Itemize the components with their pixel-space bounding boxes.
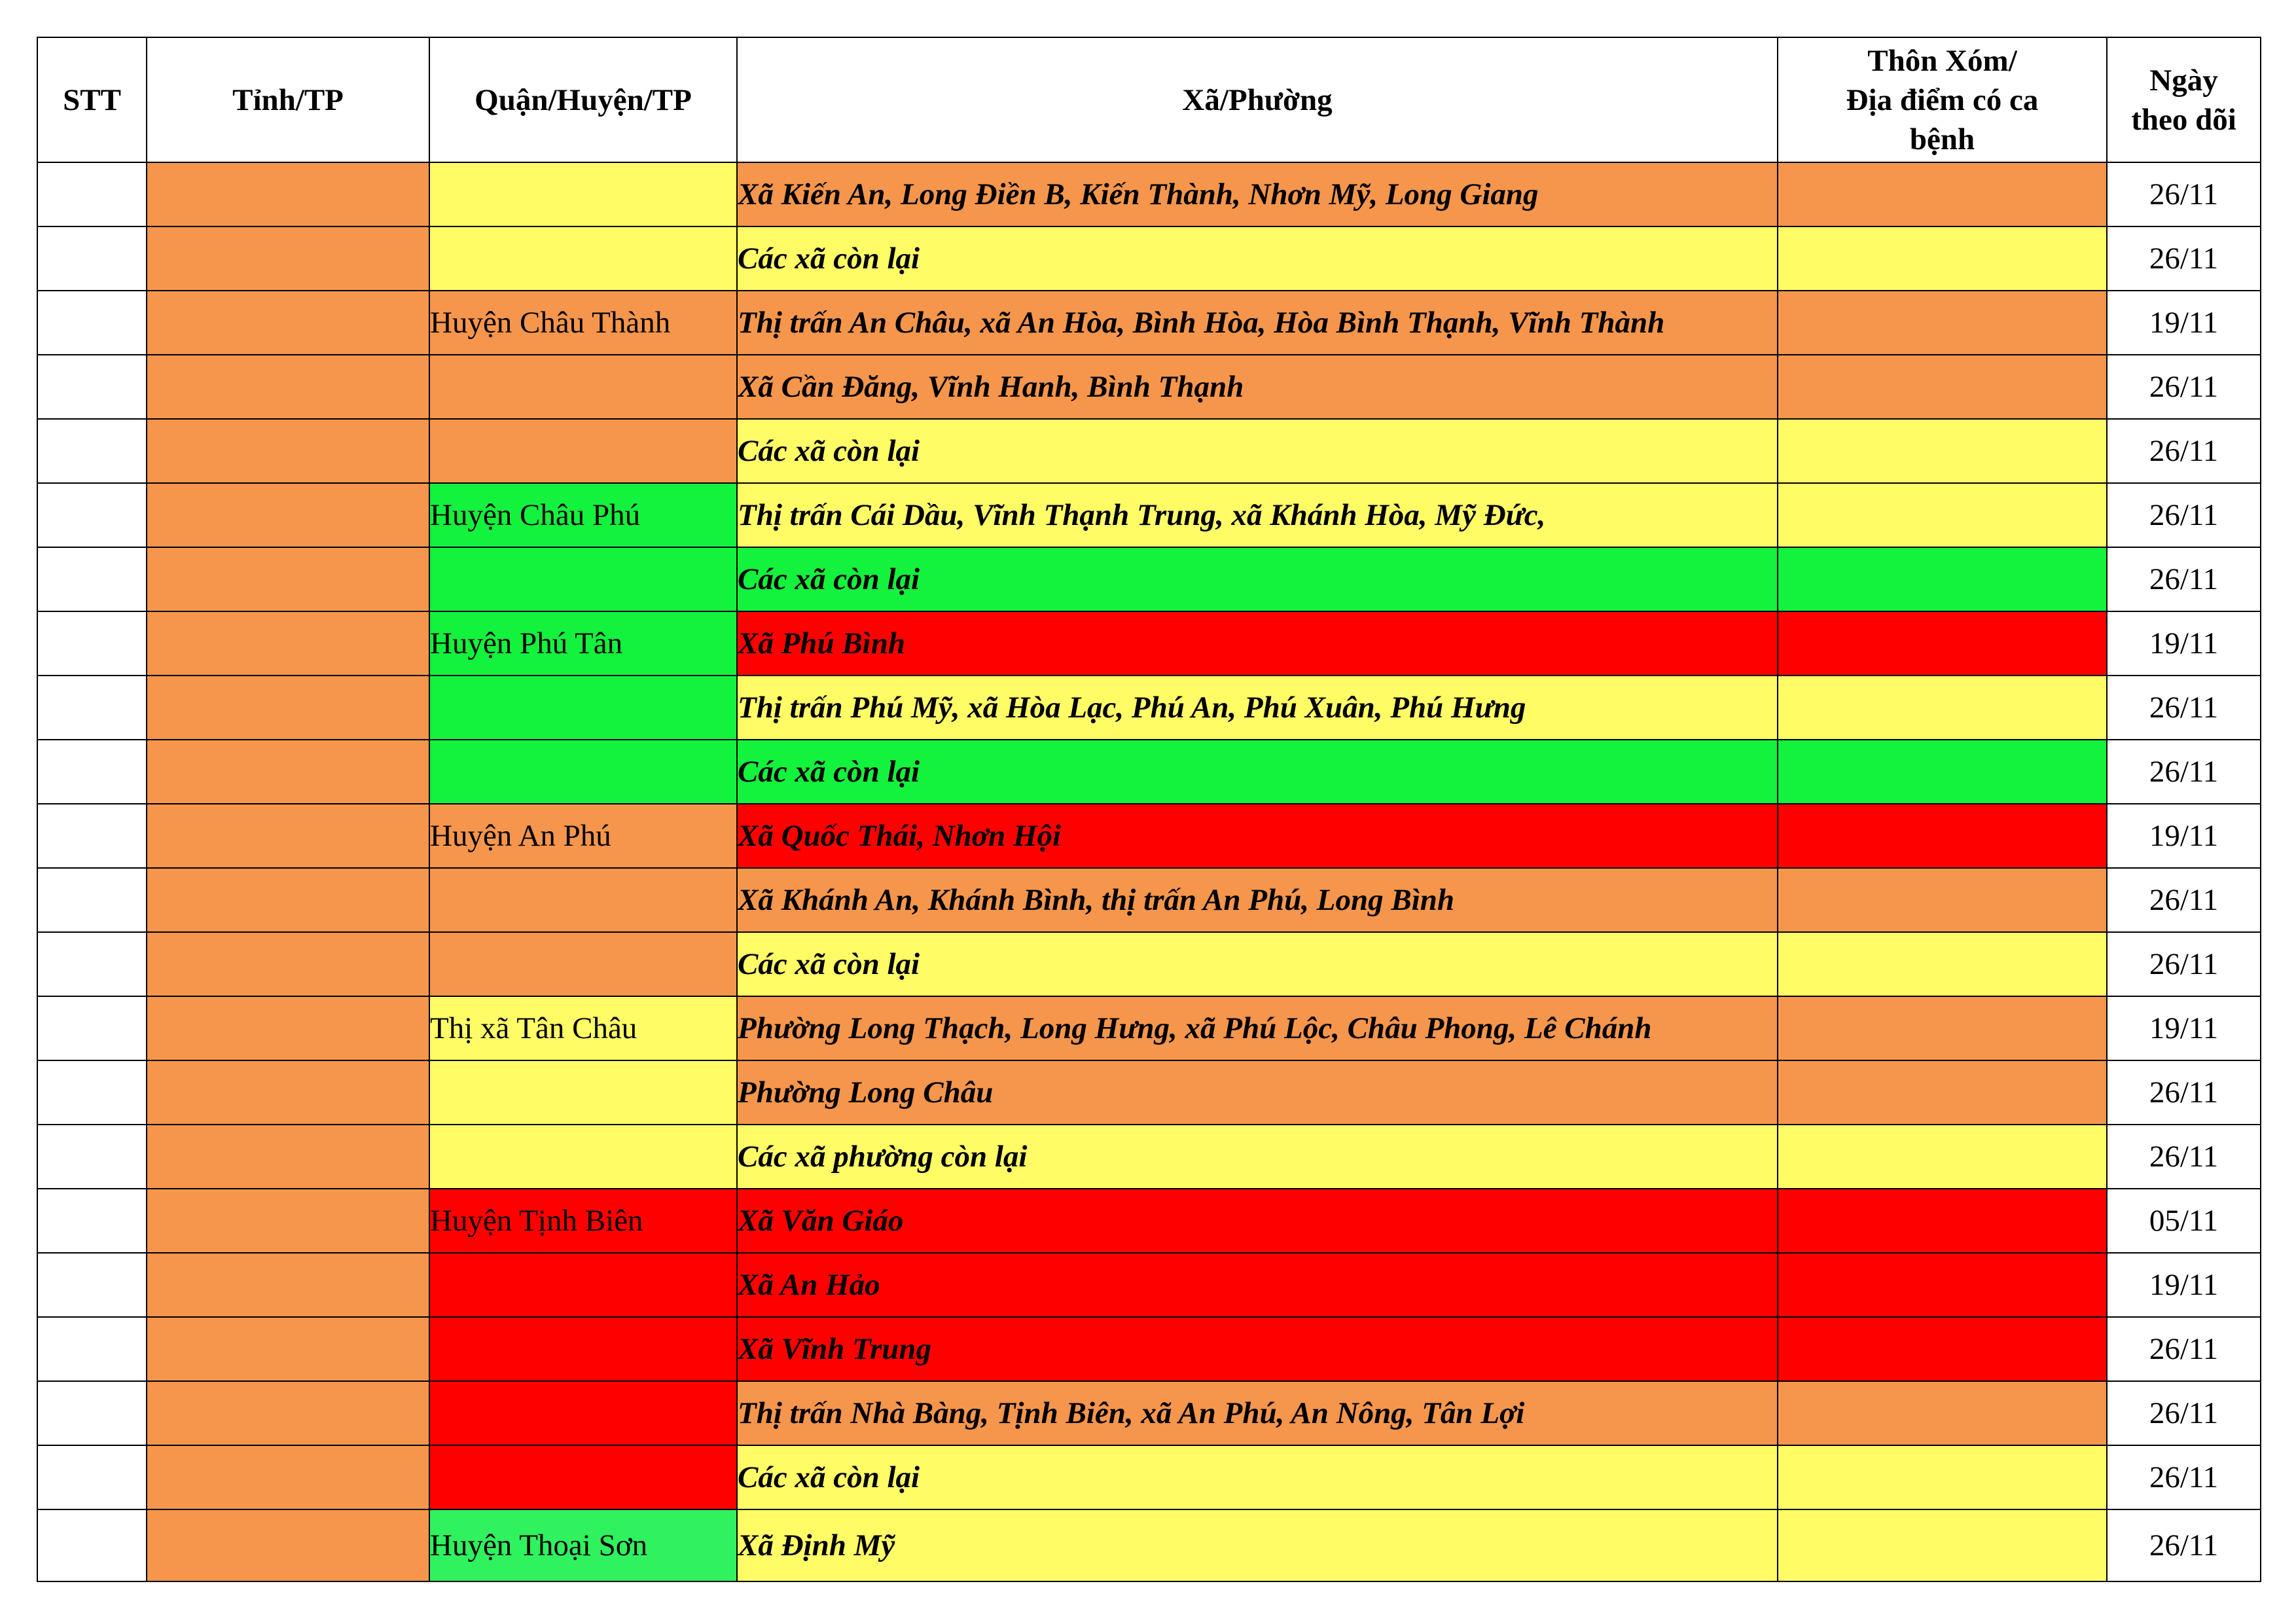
stt-cell	[37, 419, 147, 483]
stt-cell	[37, 226, 147, 291]
district-cell	[429, 1125, 737, 1189]
zone-table	[37, 37, 2261, 1582]
province-cell	[147, 1509, 429, 1581]
date-cell: 26/11	[2107, 1317, 2261, 1381]
province-cell	[147, 1317, 429, 1381]
header-commune: Xã/Phường	[737, 37, 1778, 162]
stt-cell	[37, 1509, 147, 1581]
table-row	[37, 162, 2261, 226]
header-province: Tỉnh/TP	[147, 37, 429, 162]
province-cell	[147, 547, 429, 611]
commune-cell: Xã An Hảo	[737, 1253, 1778, 1317]
commune-cell: Thị trấn An Châu, xã An Hòa, Bình Hòa, Hòa Bình Thạnh, Vĩnh Thành	[737, 291, 1778, 355]
district-cell: Huyện Châu Phú	[429, 483, 737, 547]
hamlet-cell	[1778, 932, 2107, 996]
commune-cell: Xã Kiến An, Long Điền B, Kiến Thành, Nhơn Mỹ, Long Giang	[737, 162, 1778, 226]
hamlet-cell	[1778, 291, 2107, 355]
commune-cell: Các xã còn lại	[737, 1445, 1778, 1509]
stt-cell	[37, 483, 147, 547]
commune-cell: Xã Văn Giáo	[737, 1189, 1778, 1253]
commune-cell: Thị trấn Phú Mỹ, xã Hòa Lạc, Phú An, Phú Xuân, Phú Hưng	[737, 676, 1778, 740]
district-cell	[429, 932, 737, 996]
date-cell: 26/11	[2107, 355, 2261, 419]
commune-cell: Xã Định Mỹ	[737, 1509, 1778, 1581]
province-cell	[147, 226, 429, 291]
hamlet-cell	[1778, 1509, 2107, 1581]
table-row	[37, 483, 2261, 547]
table-row	[37, 932, 2261, 996]
hamlet-cell	[1778, 1060, 2107, 1125]
commune-cell: Các xã còn lại	[737, 419, 1778, 483]
province-cell	[147, 868, 429, 932]
table-row	[37, 1125, 2261, 1189]
header-hamlet	[1778, 37, 2107, 162]
date-cell: 19/11	[2107, 1253, 2261, 1317]
table-row	[37, 1317, 2261, 1381]
header-date	[2107, 37, 2261, 162]
province-cell	[147, 355, 429, 419]
header-date-line2: theo dõi	[2131, 102, 2236, 137]
hamlet-cell	[1778, 996, 2107, 1060]
district-cell: Huyện Phú Tân	[429, 611, 737, 676]
province-cell	[147, 1445, 429, 1509]
table-row	[37, 996, 2261, 1060]
province-cell	[147, 804, 429, 868]
table-row	[37, 611, 2261, 676]
hamlet-cell	[1778, 804, 2107, 868]
commune-cell: Các xã còn lại	[737, 740, 1778, 804]
table-row	[37, 547, 2261, 611]
district-cell	[429, 1317, 737, 1381]
district-cell	[429, 355, 737, 419]
table-row	[37, 1189, 2261, 1253]
commune-cell: Xã Phú Bình	[737, 611, 1778, 676]
date-cell: 26/11	[2107, 547, 2261, 611]
table-row	[37, 291, 2261, 355]
stt-cell	[37, 868, 147, 932]
hamlet-cell	[1778, 611, 2107, 676]
commune-cell: Xã Khánh An, Khánh Bình, thị trấn An Phú, Long Bình	[737, 868, 1778, 932]
date-cell: 26/11	[2107, 1125, 2261, 1189]
commune-cell: Phường Long Thạch, Long Hưng, xã Phú Lộc, Châu Phong, Lê Chánh	[737, 996, 1778, 1060]
stt-cell	[37, 291, 147, 355]
province-cell	[147, 1253, 429, 1317]
province-cell	[147, 1189, 429, 1253]
district-cell	[429, 226, 737, 291]
stt-cell	[37, 162, 147, 226]
district-cell	[429, 547, 737, 611]
commune-cell: Các xã còn lại	[737, 932, 1778, 996]
hamlet-cell	[1778, 162, 2107, 226]
province-cell	[147, 483, 429, 547]
date-cell: 19/11	[2107, 611, 2261, 676]
province-cell	[147, 291, 429, 355]
table-row	[37, 1060, 2261, 1125]
stt-cell	[37, 932, 147, 996]
district-cell: Huyện Tịnh Biên	[429, 1189, 737, 1253]
stt-cell	[37, 1125, 147, 1189]
date-cell: 26/11	[2107, 1509, 2261, 1581]
date-cell: 26/11	[2107, 740, 2261, 804]
district-cell	[429, 1060, 737, 1125]
date-cell: 26/11	[2107, 162, 2261, 226]
hamlet-cell	[1778, 1189, 2107, 1253]
stt-cell	[37, 1189, 147, 1253]
stt-cell	[37, 804, 147, 868]
date-cell: 26/11	[2107, 1060, 2261, 1125]
date-cell: 26/11	[2107, 1445, 2261, 1509]
hamlet-cell	[1778, 1125, 2107, 1189]
hamlet-cell	[1778, 1381, 2107, 1445]
date-cell: 26/11	[2107, 483, 2261, 547]
province-cell	[147, 419, 429, 483]
district-cell: Thị xã Tân Châu	[429, 996, 737, 1060]
table-row	[37, 1509, 2261, 1581]
stt-cell	[37, 1317, 147, 1381]
table-row	[37, 355, 2261, 419]
table-row	[37, 419, 2261, 483]
stt-cell	[37, 740, 147, 804]
stt-cell	[37, 1060, 147, 1125]
hamlet-cell	[1778, 483, 2107, 547]
commune-cell: Các xã còn lại	[737, 226, 1778, 291]
hamlet-cell	[1778, 547, 2107, 611]
date-cell: 19/11	[2107, 804, 2261, 868]
header-district: Quận/Huyện/TP	[429, 37, 737, 162]
table-row	[37, 804, 2261, 868]
district-cell	[429, 419, 737, 483]
date-cell: 26/11	[2107, 932, 2261, 996]
table-row	[37, 1253, 2261, 1317]
hamlet-cell	[1778, 868, 2107, 932]
date-cell: 26/11	[2107, 1381, 2261, 1445]
table-row	[37, 1381, 2261, 1445]
province-cell	[147, 676, 429, 740]
commune-cell: Thị trấn Nhà Bàng, Tịnh Biên, xã An Phú, An Nông, Tân Lợi	[737, 1381, 1778, 1445]
header-stt: STT	[37, 37, 147, 162]
district-cell	[429, 1381, 737, 1445]
stt-cell	[37, 1253, 147, 1317]
date-cell: 26/11	[2107, 419, 2261, 483]
table-row	[37, 226, 2261, 291]
district-cell	[429, 676, 737, 740]
district-cell	[429, 162, 737, 226]
hamlet-cell	[1778, 1445, 2107, 1509]
date-cell: 19/11	[2107, 291, 2261, 355]
commune-cell: Xã Quốc Thái, Nhơn Hội	[737, 804, 1778, 868]
date-cell: 26/11	[2107, 226, 2261, 291]
district-cell	[429, 1445, 737, 1509]
commune-cell: Xã Vĩnh Trung	[737, 1317, 1778, 1381]
district-cell	[429, 740, 737, 804]
province-cell	[147, 740, 429, 804]
province-cell	[147, 1060, 429, 1125]
table-row	[37, 740, 2261, 804]
district-cell: Huyện Thoại Sơn	[429, 1509, 737, 1581]
table-row	[37, 868, 2261, 932]
stt-cell	[37, 547, 147, 611]
province-cell	[147, 162, 429, 226]
district-cell	[429, 1253, 737, 1317]
district-cell: Huyện An Phú	[429, 804, 737, 868]
province-cell	[147, 611, 429, 676]
date-cell: 05/11	[2107, 1189, 2261, 1253]
date-cell: 26/11	[2107, 676, 2261, 740]
header-row	[37, 37, 2261, 162]
header-hamlet-line1: Thôn Xóm/	[1867, 43, 2017, 78]
province-cell	[147, 932, 429, 996]
stt-cell	[37, 1445, 147, 1509]
hamlet-cell	[1778, 1317, 2107, 1381]
province-cell	[147, 1125, 429, 1189]
hamlet-cell	[1778, 355, 2107, 419]
hamlet-cell	[1778, 740, 2107, 804]
hamlet-cell	[1778, 226, 2107, 291]
table-row	[37, 676, 2261, 740]
commune-cell: Các xã còn lại	[737, 547, 1778, 611]
hamlet-cell	[1778, 676, 2107, 740]
date-cell: 19/11	[2107, 996, 2261, 1060]
province-cell	[147, 1381, 429, 1445]
hamlet-cell	[1778, 419, 2107, 483]
date-cell: 26/11	[2107, 868, 2261, 932]
table-row	[37, 1445, 2261, 1509]
hamlet-cell	[1778, 1253, 2107, 1317]
commune-cell: Phường Long Châu	[737, 1060, 1778, 1125]
table-body	[37, 162, 2261, 1581]
stt-cell	[37, 355, 147, 419]
province-cell	[147, 996, 429, 1060]
commune-cell: Thị trấn Cái Dầu, Vĩnh Thạnh Trung, xã Khánh Hòa, Mỹ Đức,	[737, 483, 1778, 547]
commune-cell: Các xã phường còn lại	[737, 1125, 1778, 1189]
stt-cell	[37, 1381, 147, 1445]
stt-cell	[37, 611, 147, 676]
stt-cell	[37, 676, 147, 740]
commune-cell: Xã Cần Đăng, Vĩnh Hanh, Bình Thạnh	[737, 355, 1778, 419]
stt-cell	[37, 996, 147, 1060]
district-cell: Huyện Châu Thành	[429, 291, 737, 355]
header-hamlet-line3: bệnh	[1909, 122, 1975, 156]
district-cell	[429, 868, 737, 932]
header-hamlet-line2: Địa điểm có ca	[1846, 82, 2039, 117]
header-date-line1: Ngày	[2149, 63, 2218, 98]
